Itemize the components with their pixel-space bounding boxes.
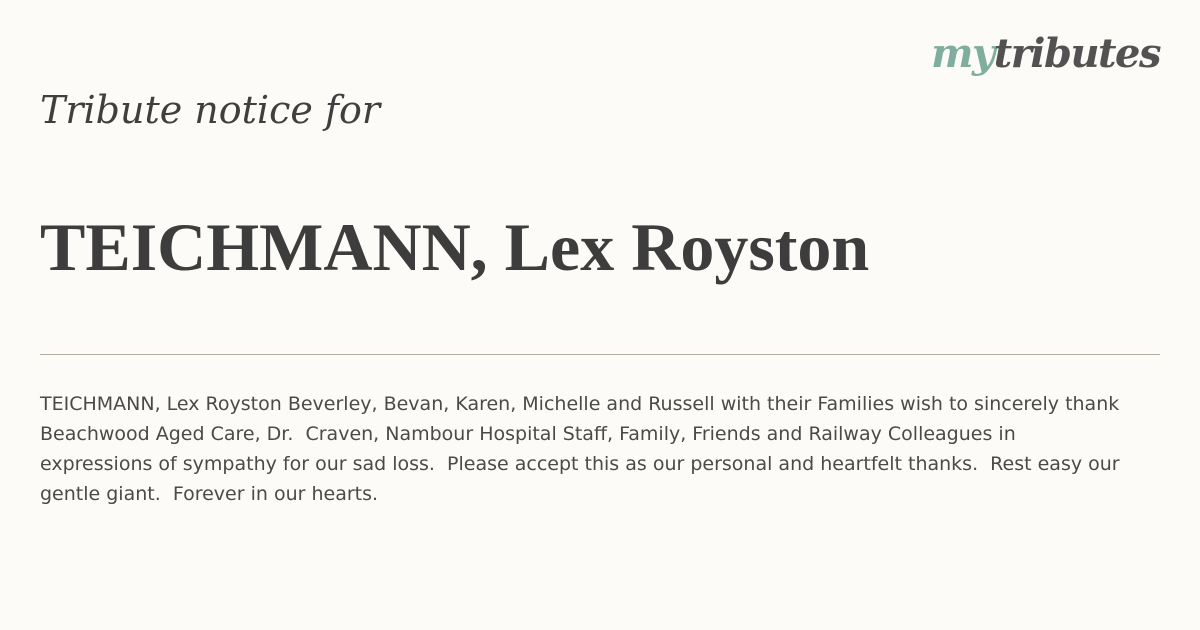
divider bbox=[40, 354, 1160, 355]
logo-tributes: tributes bbox=[993, 30, 1160, 77]
logo-my: my bbox=[931, 30, 994, 77]
deceased-name: TEICHMANN, Lex Royston bbox=[40, 209, 870, 285]
tribute-notice-kicker: Tribute notice for bbox=[40, 88, 381, 132]
mytributes-logo bbox=[931, 30, 1160, 77]
notice-body: TEICHMANN, Lex Royston Beverley, Bevan, Karen, Michelle and Russell with their Families wish to sincerely thank Beachwood Aged Care, Dr. Craven, Nambour Hospital Staff, Family, Friends and Railway Colleagues in expressions of sympathy for our sad loss. Please accept this as our personal and heartfelt thanks. Rest easy our gentle giant. Forever in our hearts. bbox=[40, 393, 1126, 505]
